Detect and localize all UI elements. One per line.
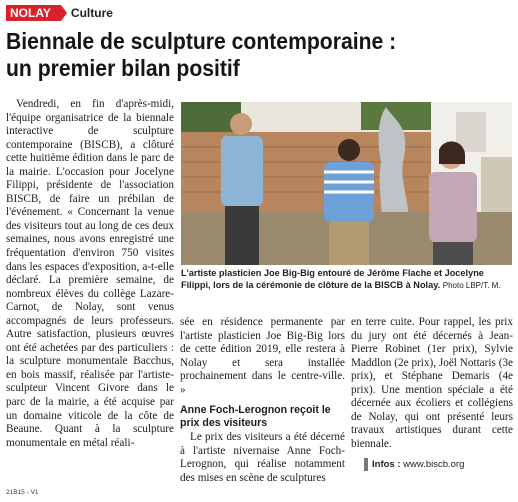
body-paragraph: Vendredi, en fin d'après-midi, l'équipe organisatrice de la biennale interactive de sculpture contemporaine (BISCB), a clôturé cette huitième édition dans le parc de la mairie. L'occasion pour Jocelyne Filippi, présidente de l'association BISCB, de faire un prébilan de l'événement. « Concernant la venue des visiteurs tout au long de ces deux semaines, nous avons enregistré une fréquentation d'environ 750 visites dans les espaces d'exposition, a-t-elle déclaré. La première semaine, de nombreux élèves du collège Lazare-Carnot, de Nolay, sont venus accompagnés de leurs professeurs. Autre satisfaction, plusieurs œuvres ont été achetées par des particuliers : la sculpture monumentale Bacchus, en bois massif, réalisée par l'artiste-sculpteur Vincent Givore dans le parc de la mairie, a été acquise par un domaine viticole de la côte de Beaune. Quant à la sculpture monumentale en métal réali- [6,98,174,449]
info-url: www.biscb.org [403,459,465,470]
headline-line-2: un premier bilan positif [6,55,240,81]
article-photo [181,102,512,265]
body-paragraph: sée en résidence permanente par l'artiste plasticien Joe Big-Big lors de cette édition 2019, elle restera à Nolay et sera installée prochainement dans le centre-ville. » [180,316,345,396]
article-headline [6,28,461,82]
caption-text: L'artiste plasticien Joe Big-Big entouré de Jérôme Flache et Jocelyne Filippi, lors de la cérémonie de clôture de la BISCB à Nolay. [181,268,484,291]
page-footer-code: 21B15 - V1 [6,489,39,496]
body-column-3 [351,316,513,451]
photo-credit: Photo LBP/T. M. [442,281,501,291]
info-box [364,458,464,471]
info-label: Infos : [372,459,401,470]
headline-line-1: Biennale de sculpture contemporaine : [6,28,397,54]
body-column-2 [180,316,345,485]
rubric-label: Culture [70,6,113,20]
section-tag: NOLAY [6,5,61,21]
body-column-1 [6,98,174,450]
section-header [6,5,113,21]
subheading: Anne Foch-Lerognon reçoit le prix des visiteurs [180,404,331,429]
photo-illustration [181,102,512,265]
photo-caption [181,267,512,293]
body-paragraph: en terre cuite. Pour rappel, les prix du jury ont été décernés à Jean-Pierre Robinet (1er prix), Sylvie Maddlon (2e prix), Joël Nottaris (3e prix), et Stéphane Demaris (4e prix). Une mention spéciale a été décernée aux écoliers et collégiens de Nolay, qui ont présenté leurs travaux artistiques durant cette biennale. [351,316,513,450]
body-paragraph: Le prix des visiteurs a été décerné à l'artiste nivernaise Anne Foch-Lerognon, qui réalise notamment des mises en scène de sculptures [180,431,345,484]
